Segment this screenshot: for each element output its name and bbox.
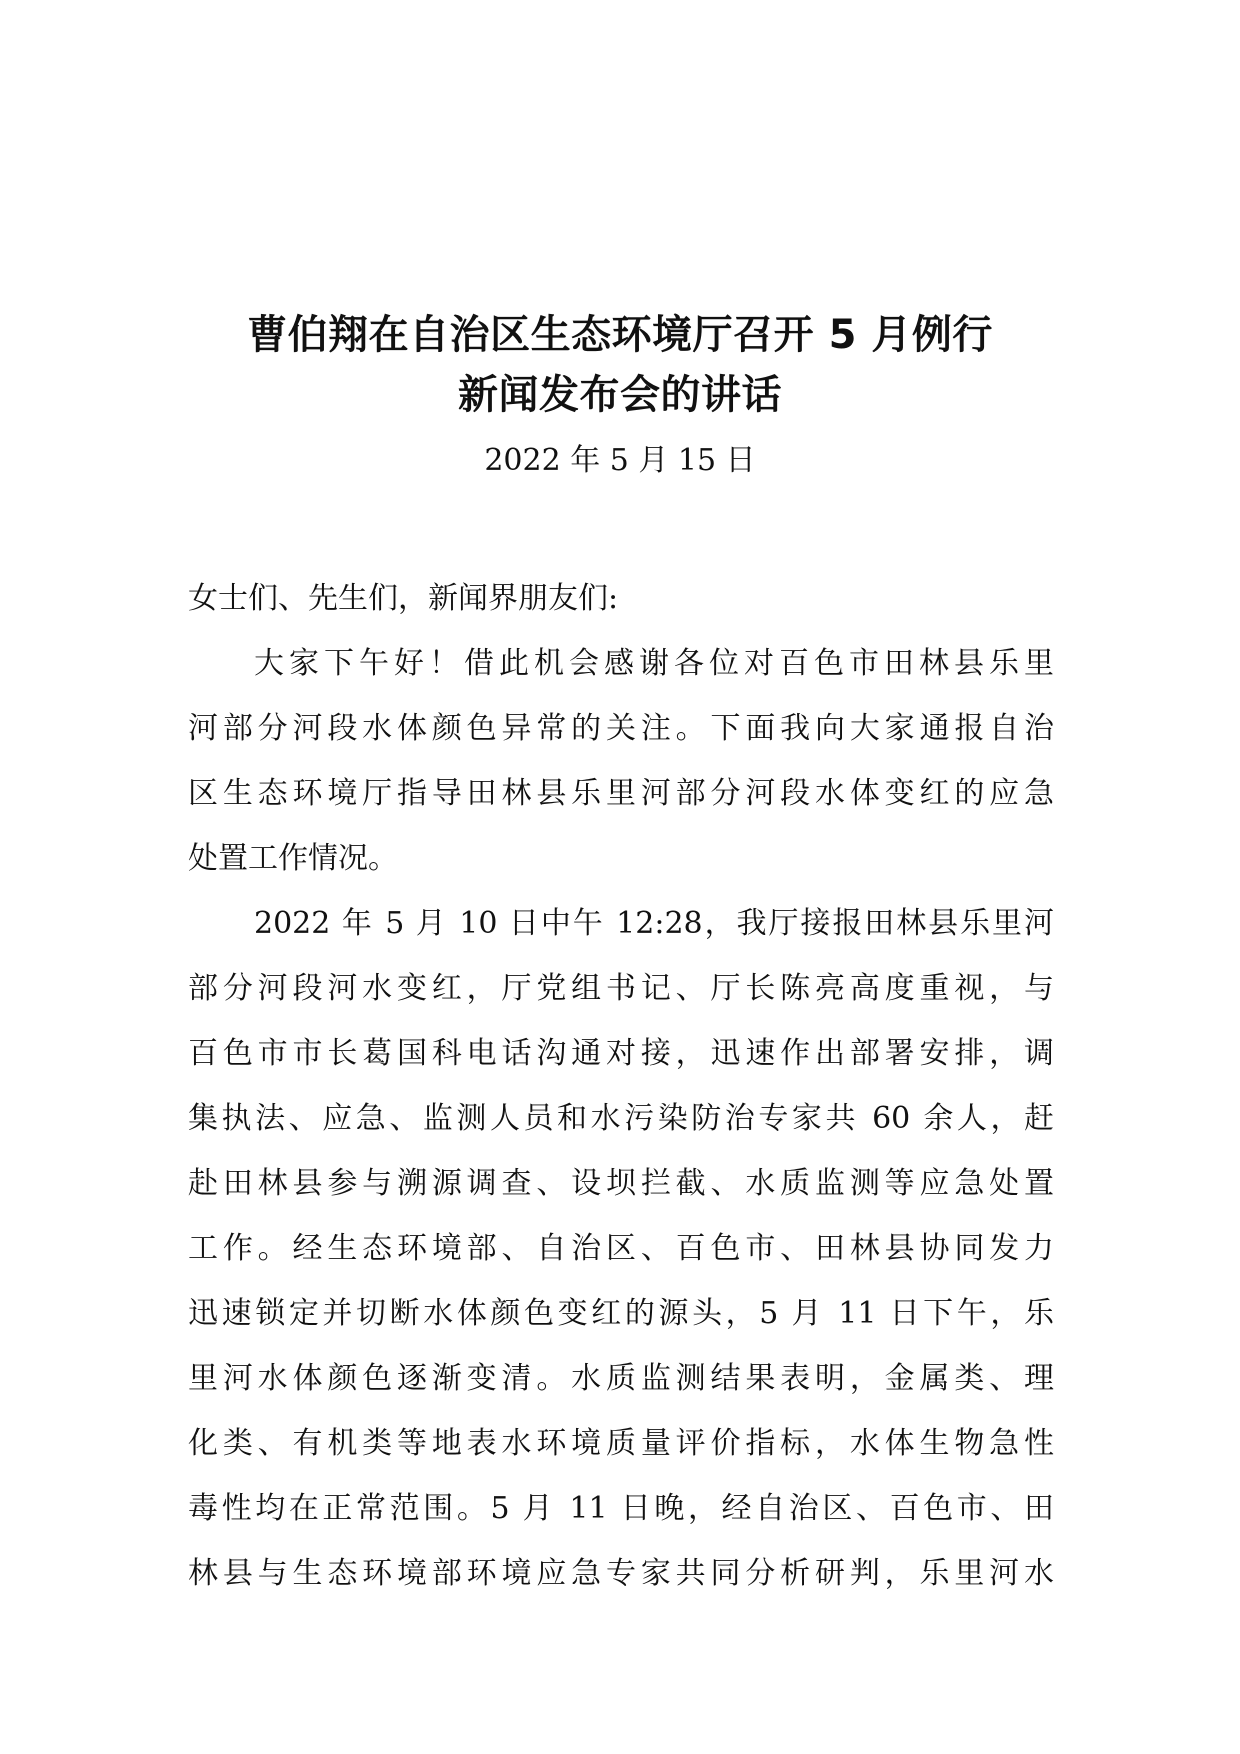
paragraph-line: 迅速锁定并切断水体颜色变红的源头，5 月 11 日下午，乐 bbox=[188, 1296, 1054, 1331]
paragraph-line: 大家下午好！借此机会感谢各位对百色市田林县乐里 bbox=[254, 646, 1054, 681]
paragraph-line: 毒性均在正常范围。5 月 11 日晚，经自治区、百色市、田 bbox=[188, 1491, 1054, 1526]
document-body bbox=[188, 566, 1054, 1606]
paragraph-line: 2022 年 5 月 10 日中午 12:28，我厅接报田林县乐里河 bbox=[254, 906, 1054, 941]
paragraph-line: 部分河段河水变红，厅党组书记、厅长陈亮高度重视，与 bbox=[188, 971, 1054, 1006]
paragraph-1 bbox=[188, 631, 1054, 891]
paragraph-line: 化类、有机类等地表水环境质量评价指标，水体生物急性 bbox=[188, 1426, 1054, 1461]
paragraph-line: 集执法、应急、监测人员和水污染防治专家共 60 余人，赶 bbox=[188, 1101, 1054, 1136]
paragraph-line: 里河水体颜色逐渐变清。水质监测结果表明，金属类、理 bbox=[188, 1361, 1054, 1396]
salutation: 女士们、先生们，新闻界朋友们: bbox=[188, 581, 619, 616]
paragraph-line: 区生态环境厅指导田林县乐里河部分河段水体变红的应急 bbox=[188, 776, 1054, 811]
title-line: 新闻发布会的讲话 bbox=[458, 372, 782, 418]
title-line: 曹伯翔在自治区生态环境厅召开 5 月例行 bbox=[247, 312, 993, 358]
paragraph-line: 工作。经生态环境部、自治区、百色市、田林县协同发力 bbox=[188, 1231, 1054, 1266]
paragraph-line: 处置工作情况。 bbox=[188, 841, 398, 876]
document-title bbox=[0, 305, 1240, 425]
paragraph-line: 林县与生态环境部环境应急专家共同分析研判，乐里河水 bbox=[188, 1556, 1054, 1591]
paragraph-2 bbox=[188, 891, 1054, 1606]
paragraph-line: 百色市市长葛国科电话沟通对接，迅速作出部署安排，调 bbox=[188, 1036, 1054, 1071]
paragraph-line: 河部分河段水体颜色异常的关注。下面我向大家通报自治 bbox=[188, 711, 1054, 746]
paragraph-line: 赴田林县参与溯源调查、设坝拦截、水质监测等应急处置 bbox=[188, 1166, 1054, 1201]
document-date: 2022 年 5 月 15 日 bbox=[484, 443, 756, 478]
